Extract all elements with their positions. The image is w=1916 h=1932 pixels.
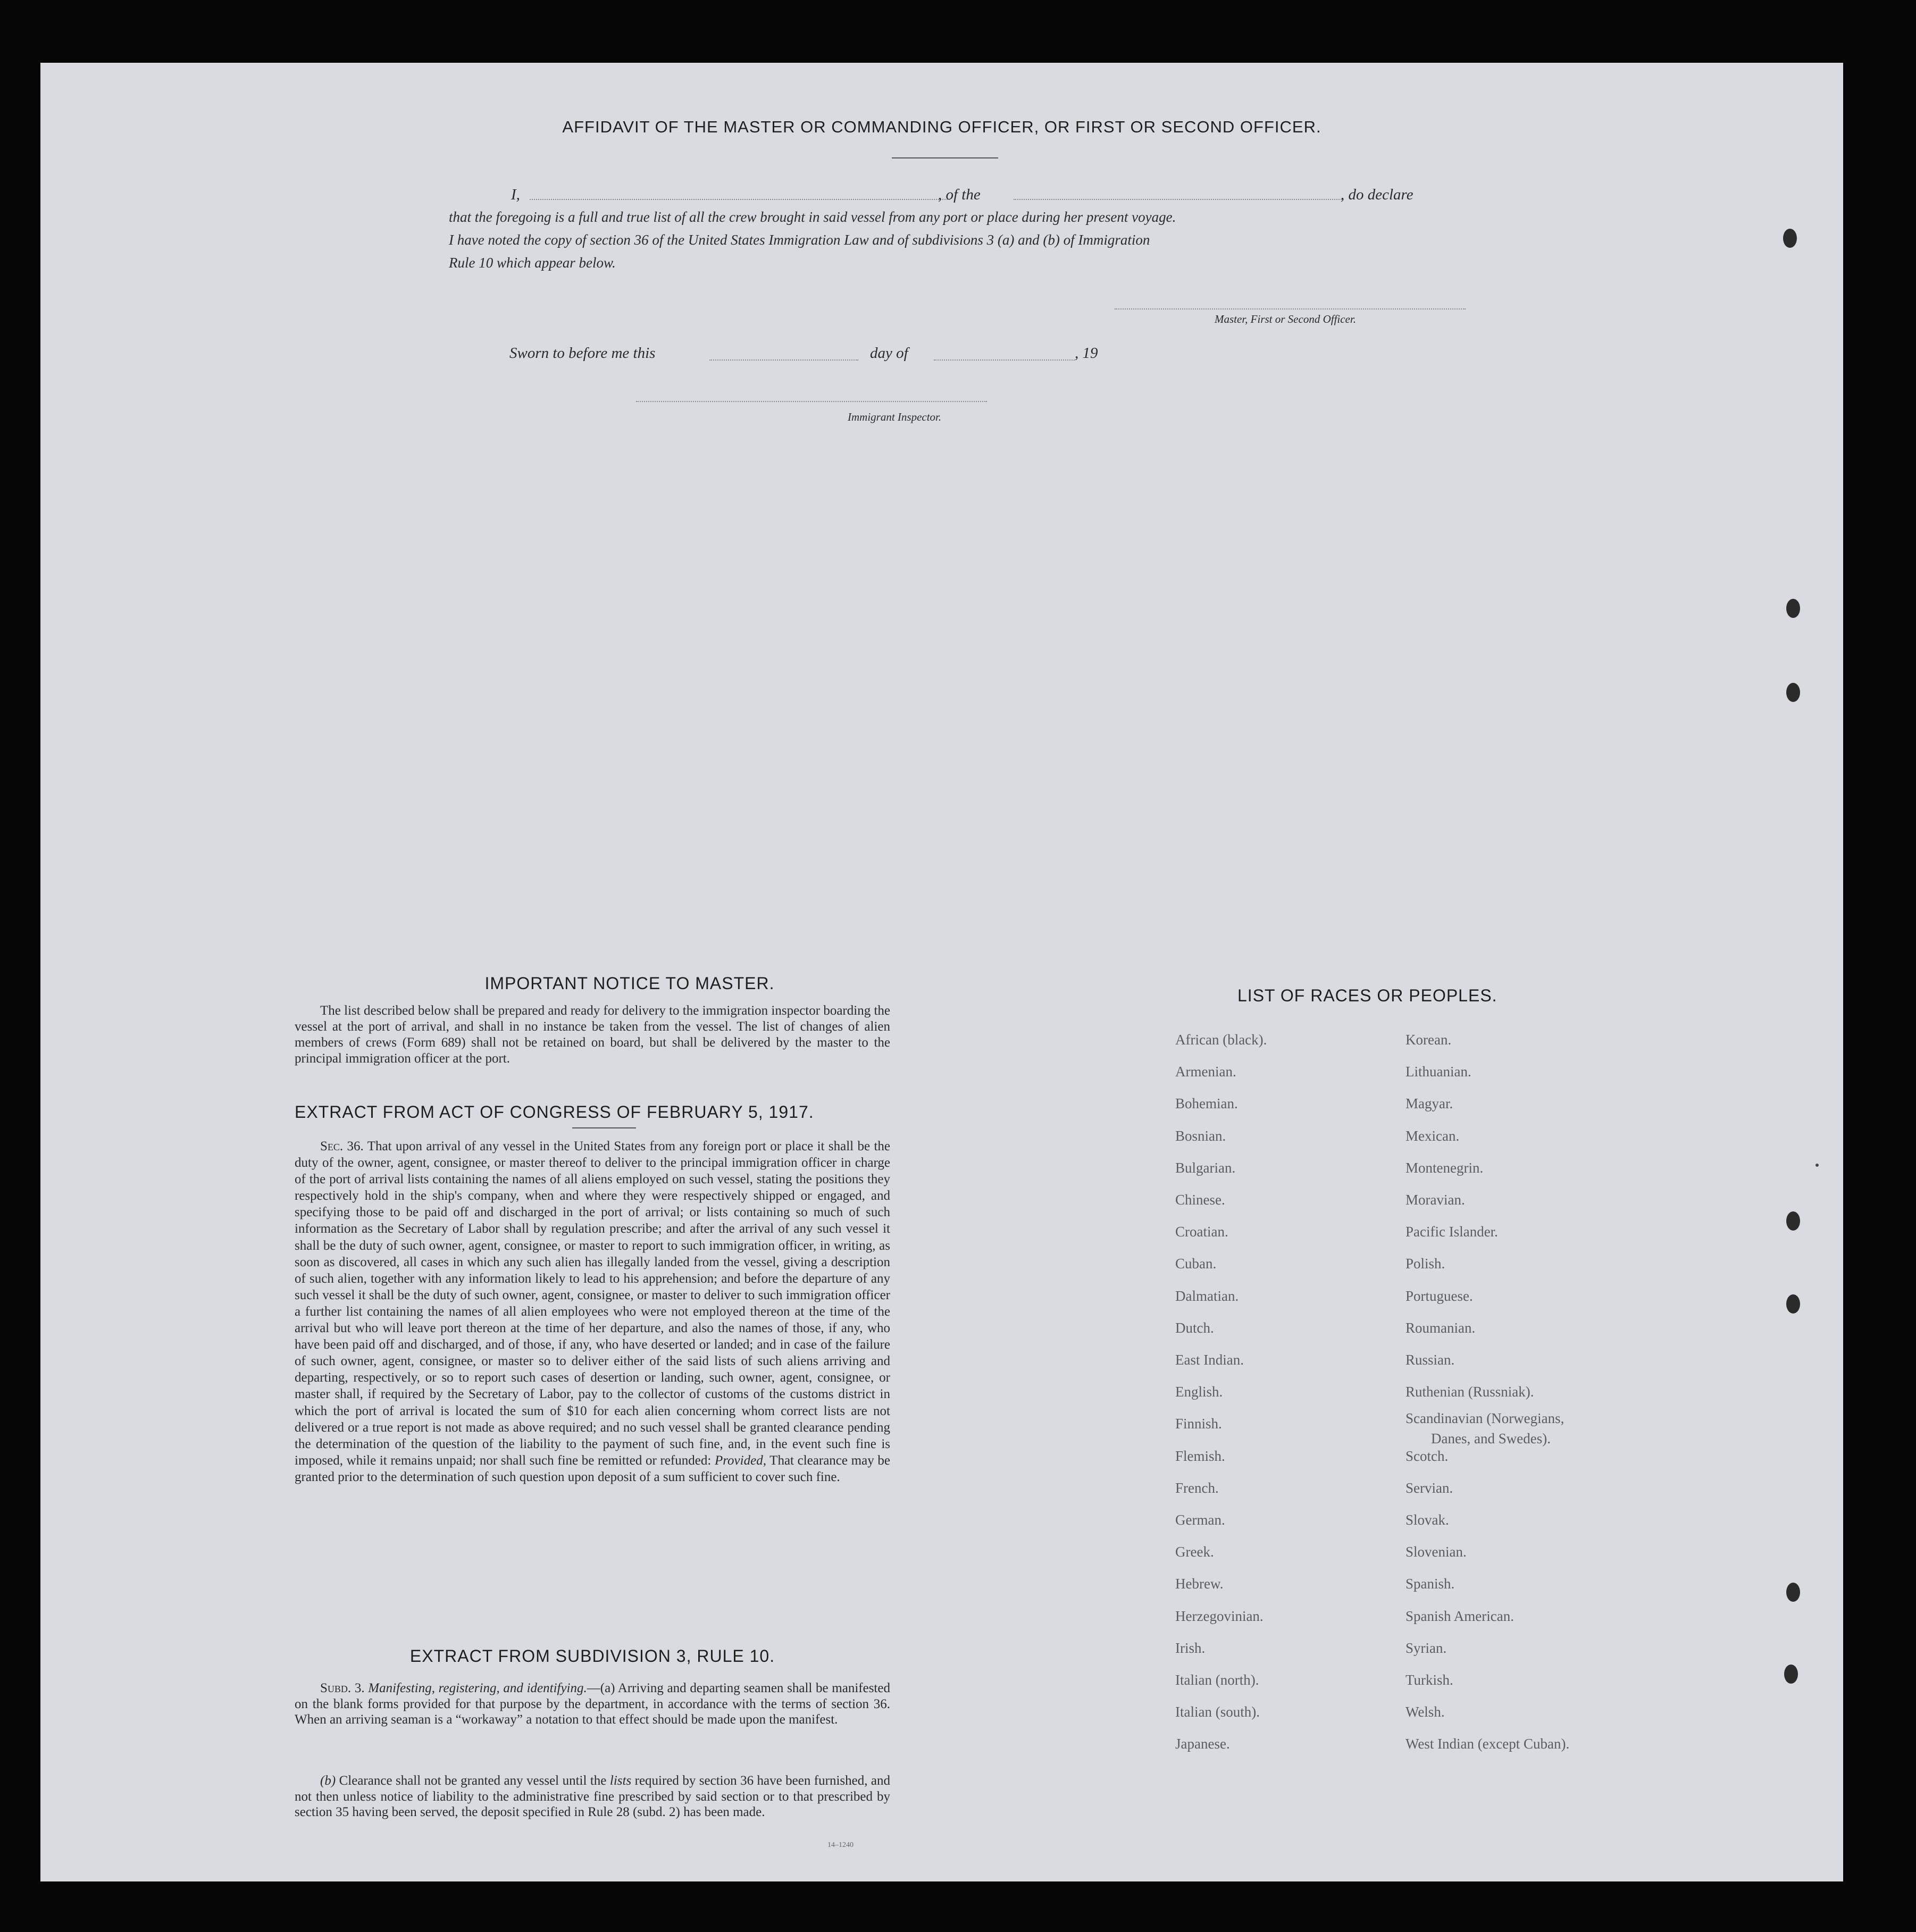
- subd-title: Manifesting, registering, and identifying.: [368, 1681, 587, 1695]
- binder-hole: [1786, 1211, 1800, 1231]
- race-item: Spanish.: [1405, 1576, 1455, 1592]
- race-item: Portuguese.: [1405, 1287, 1473, 1304]
- race-item: Finnish.: [1175, 1416, 1222, 1432]
- notice-text: The list described below shall be prepared and ready for delivery to the immigration inspector boarding the vessel at the port of arrival, and shall in no instance be taken from the vessel. The list of changes of alien members of crews (Form 689) shall not be retained on board, but shall be delivered by the master to the principal immigration officer at the port.: [295, 1003, 890, 1066]
- subd-b-text-2: required by section 36 have been furnished, and not then unless notice of liability to the administrative fine prescribed by said section or to that prescribed by section 35 having been served, the deposit specified in Rule 28 (subd. 2) has been made.: [295, 1774, 891, 1819]
- race-item: German.: [1175, 1512, 1225, 1528]
- race-item: Dutch.: [1175, 1319, 1214, 1336]
- act-rule: [572, 1127, 636, 1128]
- binder-hole: [1783, 229, 1797, 248]
- sworn-label: Sworn to before me this: [509, 345, 656, 362]
- form-page: [40, 63, 1843, 1881]
- binder-hole: [1786, 599, 1800, 618]
- binder-hole: [1784, 1665, 1798, 1684]
- race-item: Scandinavian (Norwegians,: [1405, 1410, 1564, 1427]
- sec-text-end: That clearance may be granted prior to the determination of such question upon deposit of a sum sufficient to cover such fine.: [295, 1453, 890, 1484]
- binder-hole: [1786, 1583, 1800, 1602]
- extract-rule-title: EXTRACT FROM SUBDIVISION 3, RULE 10.: [409, 1646, 775, 1666]
- subd-a-text: —(a) Arriving and departing seamen shall be manifested on the blank forms provided for that purpose by the department, in accordance with the terms of section 36. When an arriving seaman is a “workaway” a notation to that effect should be made upon the manifest.: [295, 1681, 890, 1727]
- race-item: Lithuanian.: [1405, 1064, 1471, 1080]
- races-left-column: [1175, 1032, 1377, 1829]
- race-item: Japanese.: [1175, 1736, 1230, 1752]
- race-item: French.: [1175, 1479, 1219, 1496]
- month-field[interactable]: [934, 359, 1075, 361]
- inspector-signature-label: Immigrant Inspector.: [848, 411, 942, 423]
- race-item: Bohemian.: [1175, 1095, 1238, 1112]
- subd-b-text-1: Clearance shall not be granted any vessel until the: [339, 1774, 607, 1788]
- race-item: Croatian.: [1175, 1224, 1228, 1240]
- title-rule: [892, 157, 998, 158]
- race-item: Bulgarian.: [1175, 1159, 1236, 1176]
- day-of-label: day of: [870, 345, 908, 362]
- race-item: Dalmatian.: [1175, 1287, 1239, 1304]
- extract-rule-b: [295, 1773, 890, 1820]
- races-title: LIST OF RACES OR PEOPLES.: [1237, 986, 1497, 1005]
- subd-b-label: (b): [320, 1774, 336, 1788]
- sec-label: Sec. 36.: [320, 1139, 364, 1153]
- affidavit-line-1: that the foregoing is a full and true list of all the crew brought in said vessel from any port or place during her present voyage.: [449, 209, 1176, 225]
- race-item: Korean.: [1405, 1032, 1452, 1048]
- race-item: Welsh.: [1405, 1704, 1445, 1720]
- year-label: , 19: [1075, 345, 1098, 362]
- race-item: Cuban.: [1175, 1256, 1217, 1272]
- race-item: Flemish.: [1175, 1448, 1225, 1464]
- lists-word: lists: [609, 1774, 632, 1788]
- races-right-column: [1405, 1032, 1671, 1829]
- race-item: Herzegovinian.: [1175, 1608, 1264, 1624]
- race-item: Bosnian.: [1175, 1127, 1226, 1144]
- race-item: African (black).: [1175, 1032, 1267, 1048]
- extract-act-body: [295, 1138, 890, 1485]
- master-signature-label: Master, First or Second Officer.: [1215, 313, 1356, 325]
- i-label: I,: [511, 186, 520, 203]
- extract-act-title: EXTRACT FROM ACT OF CONGRESS OF FEBRUARY 5, 1917.: [295, 1102, 814, 1122]
- race-item: Ruthenian (Russniak).: [1405, 1384, 1534, 1400]
- race-item: Montenegrin.: [1405, 1159, 1484, 1176]
- race-item: Hebrew.: [1175, 1576, 1224, 1592]
- affidavit-title: AFFIDAVIT OF THE MASTER OR COMMANDING OFFICER, OR FIRST OR SECOND OFFICER.: [562, 118, 1321, 136]
- binder-hole: [1786, 1294, 1800, 1314]
- affidavit-line-2: I have noted the copy of section 36 of the United States Immigration Law and of subdivisions 3 (a) and (b) of Immigration: [449, 232, 1150, 248]
- race-item: Armenian.: [1175, 1064, 1236, 1080]
- race-item: Roumanian.: [1405, 1319, 1476, 1336]
- binder-hole: [1786, 683, 1800, 702]
- race-item: Syrian.: [1405, 1640, 1447, 1656]
- master-signature-line[interactable]: [1115, 308, 1466, 310]
- race-item: Irish.: [1175, 1640, 1206, 1656]
- notice-title: IMPORTANT NOTICE TO MASTER.: [484, 974, 775, 993]
- race-item: Greek.: [1175, 1544, 1214, 1560]
- race-item: West Indian (except Cuban).: [1405, 1736, 1570, 1752]
- of-the-label: , of the: [938, 186, 981, 203]
- extract-rule-a: [295, 1680, 890, 1728]
- name-field[interactable]: [530, 199, 950, 200]
- race-item: English.: [1175, 1384, 1223, 1400]
- race-item: Pacific Islander.: [1405, 1224, 1498, 1240]
- race-item: Italian (south).: [1175, 1704, 1260, 1720]
- race-item: Moravian.: [1405, 1192, 1465, 1208]
- race-item: Turkish.: [1405, 1672, 1453, 1688]
- subd-label: Subd. 3.: [320, 1681, 365, 1695]
- form-number: 14–1240: [827, 1841, 854, 1849]
- inspector-signature-line[interactable]: [636, 401, 987, 402]
- race-item: Spanish American.: [1405, 1608, 1514, 1624]
- race-item-continuation: Danes, and Swedes).: [1431, 1431, 1551, 1447]
- race-item: Italian (north).: [1175, 1672, 1259, 1688]
- provided-word: Provided,: [714, 1453, 766, 1468]
- race-item: Mexican.: [1405, 1127, 1460, 1144]
- race-item: Russian.: [1405, 1352, 1455, 1368]
- sec-text: That upon arrival of any vessel in the United States from any foreign port or place it shall be the duty of the owner, agent, consignee, or master thereof to deliver to the principal immigration officer in charge of the port of arrival lists containing the names of all aliens employed on such vessel, stating the positions they respectively hold in the ship's company, when and where they were respectively shipped or engaged, and specifying those to be paid off and discharged in the port of arrival; or lists containing so much of such information as the Secretary of Labor shall by regulation prescribe; and after the arrival of any such vessel it shall be the duty of such owner, agent, consignee, or master to report to such immigration officer, in writing, as soon as discovered, all cases in which any such alien has illegally landed from the vessel, giving a description of such alien, together with any information likely to lead to his apprehension; and before the departure of any such vessel it shall be the duty of such owner, agent, consignee, or master to deliver to such immigration officer a further list containing the names of all alien employees who were not employed thereon at the time of the arrival but who will leave port thereon at the time of her departure, and also the names of those, if any, who have been paid off and discharged, and of those, if any, who have deserted or landed; and in case of the failure of such owner, agent, consignee, or master so to deliver either of the said lists of such aliens arriving and departing, respectively, or so to report such cases of desertion or landing, such owner, agent, consignee, or master shall, if required by the Secretary of Labor, pay to the collector of customs of the customs district in which the port of arrival is located the sum of $10 for each alien concerning whom correct lists are not delivered or a true report is not made as above required; and no such vessel shall be granted clearance pending the determination of the question of the liability to the payment of such fine, and, in the event such fine is imposed, while it remains unpaid; nor shall such fine be remitted or refunded:: [295, 1139, 891, 1468]
- race-item: Slovak.: [1405, 1512, 1449, 1528]
- race-item: Scotch.: [1405, 1448, 1449, 1464]
- race-item: Servian.: [1405, 1479, 1453, 1496]
- race-item: Polish.: [1405, 1256, 1445, 1272]
- race-item: East Indian.: [1175, 1352, 1244, 1368]
- do-declare-label: , do declare: [1341, 186, 1413, 203]
- punch-dot: [1815, 1164, 1819, 1167]
- race-item: Magyar.: [1405, 1095, 1453, 1112]
- race-item: Slovenian.: [1405, 1544, 1467, 1560]
- vessel-field[interactable]: [1014, 199, 1343, 200]
- affidavit-line-3: Rule 10 which appear below.: [449, 255, 616, 271]
- race-item: Chinese.: [1175, 1192, 1225, 1208]
- day-field[interactable]: [709, 359, 858, 361]
